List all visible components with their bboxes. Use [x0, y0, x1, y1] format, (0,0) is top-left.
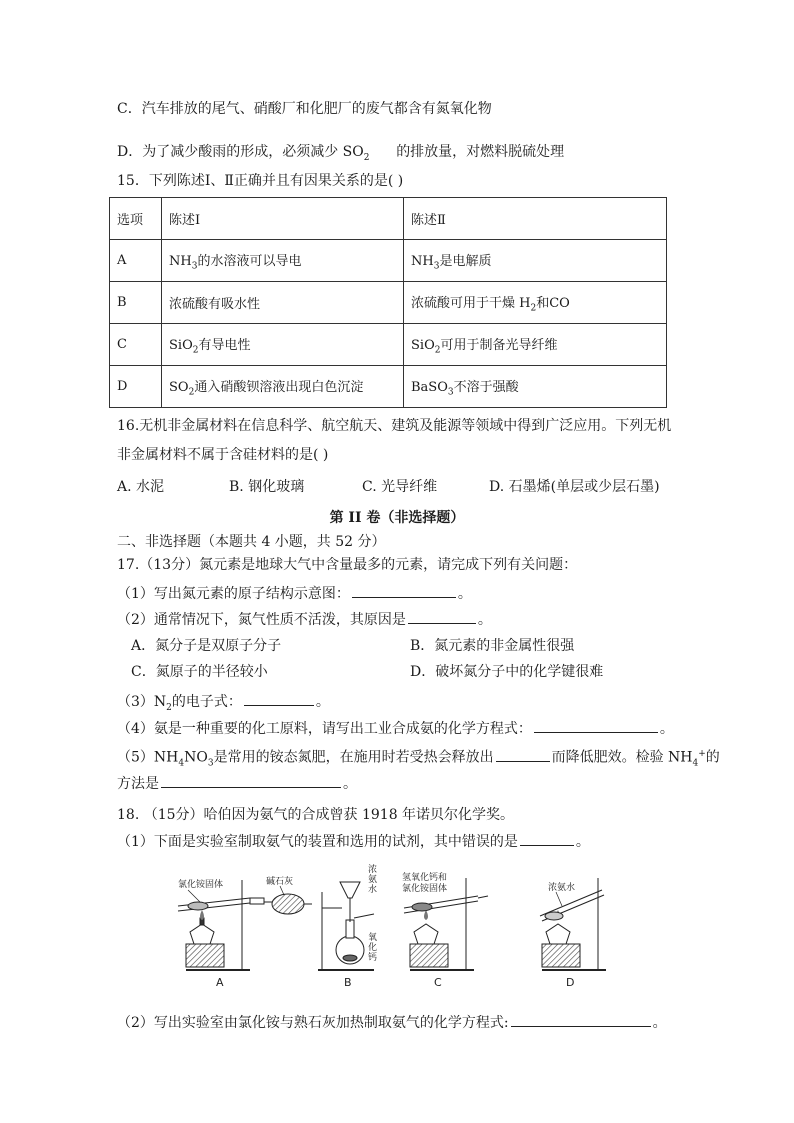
q16-stem-line2: 非金属材料不属于含硅材料的是( ) — [117, 447, 329, 463]
answer-blank — [352, 582, 456, 598]
table-header: 陈述Ⅱ — [404, 198, 667, 240]
table-header: 陈述Ⅰ — [162, 198, 404, 240]
table-cell: $NH_3$的水溶液可以导电 — [162, 240, 404, 282]
apparatus-b-label-1: 浓 — [368, 865, 378, 875]
table-cell: $SO_2$通入硝酸钡溶液出现白色沉淀 — [162, 366, 404, 408]
q17-part3: $(3)N_2$的电子式： 。 — [117, 690, 330, 718]
apparatus-a-caption: A — [216, 976, 224, 989]
apparatus-d-label: 浓氨水 — [548, 883, 576, 893]
apparatus-c — [402, 871, 488, 989]
table-cell: B — [110, 282, 162, 324]
q17-option-b: B．氮元素的非金属性很强 — [410, 638, 575, 654]
q16-stem-line1: 16.无机非金属材料在信息科学、航空航天、建筑及能源等领域中得到广泛应用。下列无机 — [117, 418, 672, 434]
q18-part1: （1）下面是实验室制取氨气的装置和选用的试剂，其中错误的是 。 — [117, 830, 590, 852]
apparatus-b-caption: B — [344, 976, 352, 989]
apparatus-figure — [170, 862, 630, 994]
apparatus-b-label-4: 氧 — [368, 933, 378, 943]
q18-stem: 18. （15分）哈伯因为氨气的合成曾获 1918 年诺贝尔化学奖。 — [117, 807, 515, 823]
table-cell: A — [110, 240, 162, 282]
table-cell: SiO$_2$有导电性 — [162, 324, 404, 366]
q17-part2: （2）通常情况下，氮气性质不活泼，其原因是 。 — [117, 608, 492, 630]
apparatus-b-label-5: 化 — [368, 943, 378, 953]
apparatus-b-label-2: 氨 — [368, 875, 378, 885]
table-cell: 浓硫酸有吸水性 — [162, 282, 404, 324]
table-row — [110, 282, 667, 324]
table-row — [110, 324, 667, 366]
q15-table — [109, 197, 667, 408]
answer-blank — [244, 690, 314, 706]
apparatus-c-label-1: 氢氧化钙和 — [402, 873, 448, 883]
apparatus-b-label-6: 钙 — [368, 953, 378, 963]
apparatus-d-caption: D — [566, 976, 575, 989]
q14-option-c: C．汽车排放的尾气、硝酸厂和化肥厂的废气都含有氮氧化物 — [117, 101, 492, 117]
table-row — [110, 240, 667, 282]
q15-stem: 15．下列陈述Ⅰ、Ⅱ正确并且有因果关系的是( ) — [117, 173, 404, 189]
table-cell: D — [110, 366, 162, 408]
apparatus-a — [178, 875, 312, 989]
table-cell: 浓硫酸可用于干燥 $H_2$和CO — [404, 282, 667, 324]
q16-option-b: B. 钢化玻璃 — [229, 479, 305, 495]
answer-blank — [496, 746, 550, 762]
apparatus-b — [318, 863, 377, 989]
q18-part2: （2）写出实验室由氯化铵与熟石灰加热制取氨气的化学方程式: 。 — [117, 1011, 667, 1033]
table-header-row — [110, 198, 667, 240]
q16-option-a: A. 水泥 — [117, 479, 165, 495]
table-row — [110, 366, 667, 408]
q17-part4: （4）氨是一种重要的化工原料，请写出工业合成氨的化学方程式： 。 — [117, 717, 674, 739]
answer-blank — [511, 1011, 651, 1027]
apparatus-c-label-2: 氯化铵固体 — [402, 884, 448, 894]
section-title: 第 II 卷（非选择题） — [329, 510, 465, 526]
section-heading: 二、非选择题（本题共 4 小题，共 52 分） — [117, 534, 386, 550]
q17-option-c: C．氮原子的半径较小 — [131, 664, 268, 680]
table-header: 选项 — [110, 198, 162, 240]
q17-stem: 17.（13分）氮元素是地球大气中含量最多的元素，请完成下列有关问题： — [117, 557, 578, 573]
q17-option-a: A．氮分子是双原子分子 — [131, 638, 282, 654]
q17-part5-line2: 方法是 。 — [117, 772, 357, 794]
table-cell: $NH_3$是电解质 — [404, 240, 667, 282]
answer-blank — [408, 608, 476, 624]
q14-option-d: D．为了减少酸雨的形成，必须减少 $SO_2$ 的排放量，对燃料脱硫处理 — [117, 144, 565, 163]
q16-option-d: D. 石墨烯(单层或少层石墨) — [489, 479, 660, 495]
q16-option-c: C. 光导纤维 — [362, 479, 438, 495]
q17-option-d: D．破坏氮分子中的化学键很难 — [410, 664, 604, 680]
q17-part1: （1）写出氮元素的原子结构示意图： 。 — [117, 582, 472, 604]
answer-blank — [161, 772, 341, 788]
answer-blank — [534, 717, 658, 733]
answer-blank — [520, 830, 574, 846]
table-cell: SiO$_2$可用于制备光导纤维 — [404, 324, 667, 366]
apparatus-a-label-solid: 氯化铵固体 — [178, 880, 224, 890]
table-cell: BaSO$_3$不溶于强酸 — [404, 366, 667, 408]
apparatus-b-label-3: 水 — [368, 885, 378, 895]
apparatus-c-caption: C — [434, 976, 442, 989]
q17-part5: $(5)NH_4NO_3$是常用的铵态氮肥，在施用时若受热会释放出 而降低肥效。检验 $NH_4^+$的 — [117, 744, 720, 773]
apparatus-a-label-lime: 碱石灰 — [266, 877, 294, 887]
table-cell: C — [110, 324, 162, 366]
apparatus-d — [540, 878, 606, 989]
